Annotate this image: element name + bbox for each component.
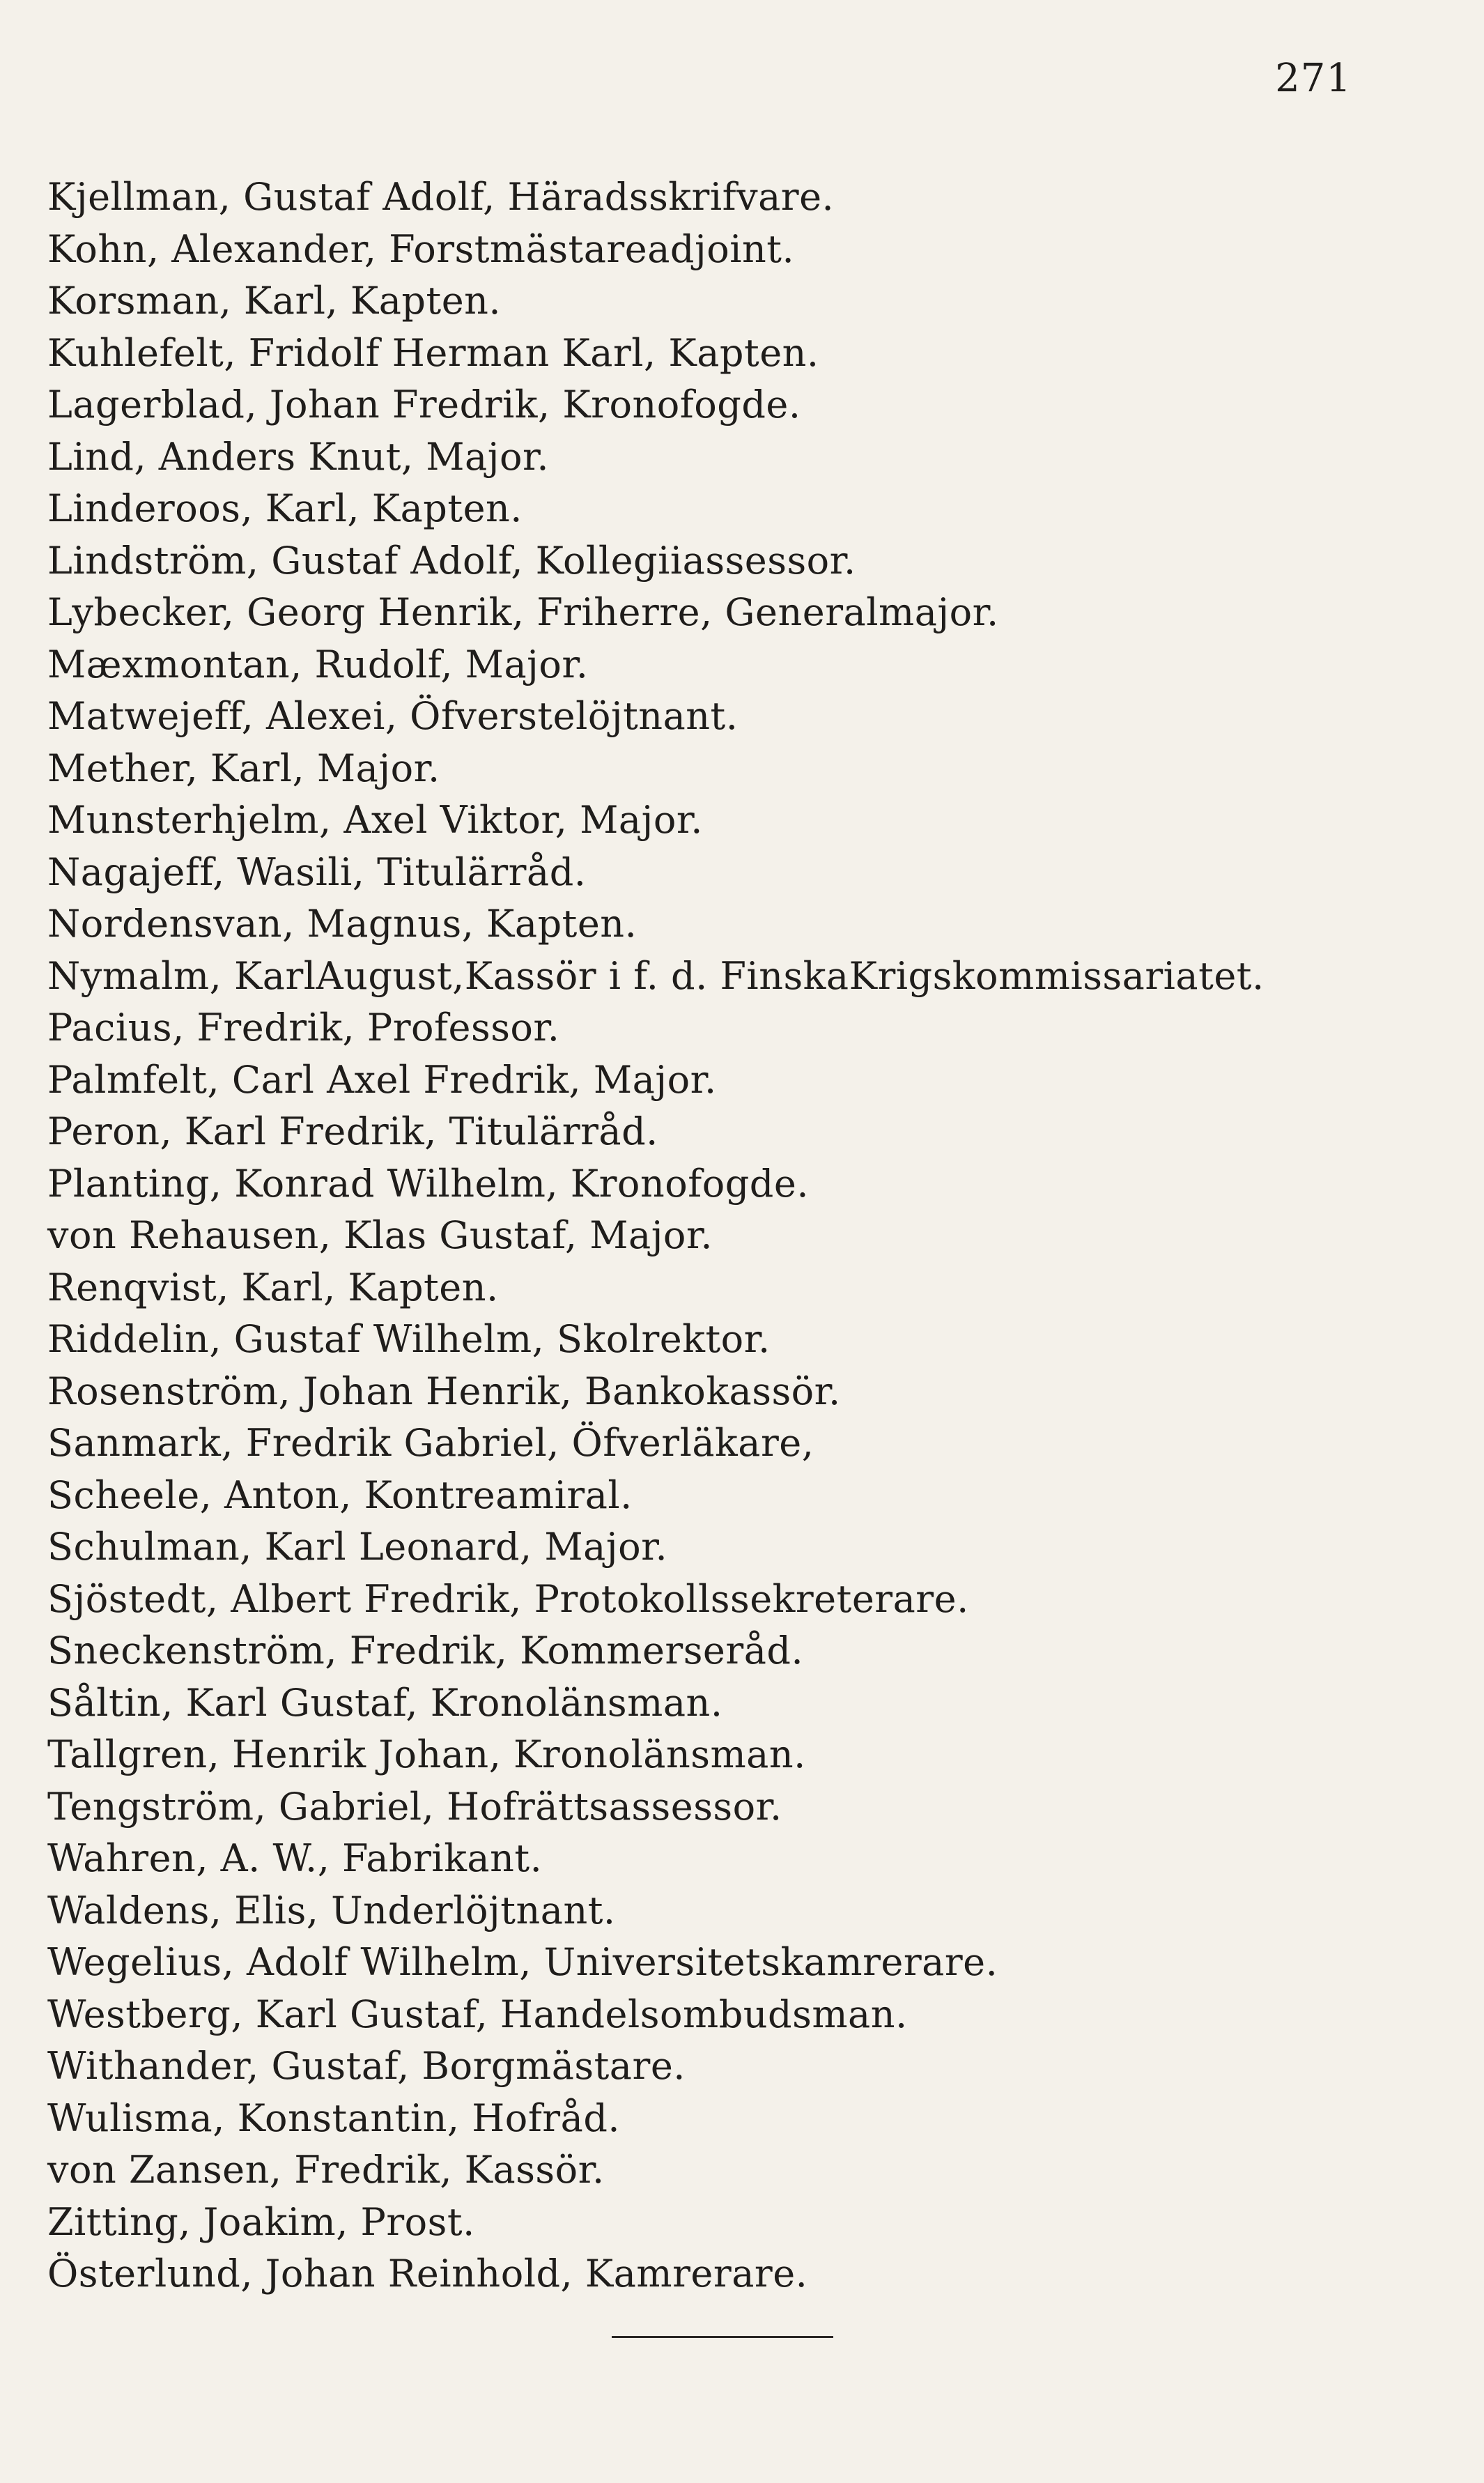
list-item: Matwejeff, Alexei, Öfverstelöjtnant.: [47, 694, 739, 738]
list-item: Sjöstedt, Albert Fredrik, Protokollssekreterare.: [47, 1576, 969, 1621]
list-item: Westberg, Karl Gustaf, Handelsombudsman.: [47, 1992, 908, 2036]
list-item: Kuhlefelt, Fridolf Herman Karl, Kapten.: [47, 330, 819, 375]
list-item: Lagerblad, Johan Fredrik, Kronofogde.: [47, 383, 801, 426]
list-item: Sanmark, Fredrik Gabriel, Öfverläkare,: [47, 1421, 814, 1465]
list-item: Wahren, A. W., Fabrikant.: [47, 1836, 543, 1880]
list-item: Planting, Konrad Wilhelm, Kronofogde.: [47, 1161, 809, 1206]
list-item: Kjellman, Gustaf Adolf, Häradsskrifvare.: [47, 175, 835, 219]
list-item: Nymalm, KarlAugust,Kassör i f. d. FinskaKrigskommissariatet.: [47, 953, 1265, 998]
list-item: Withander, Gustaf, Borgmästare.: [47, 2044, 686, 2088]
list-item: Wegelius, Adolf Wilhelm, Universitetskamrerare.: [47, 1940, 998, 1984]
list-item: Österlund, Johan Reinhold, Kamrerare.: [47, 2252, 808, 2296]
list-item: Rosenström, Johan Henrik, Bankokassör.: [47, 1369, 841, 1413]
list-item: Schulman, Karl Leonard, Major.: [47, 1525, 668, 1569]
list-item: von Rehausen, Klas Gustaf, Major.: [47, 1213, 713, 1257]
list-item: Lindström, Gustaf Adolf, Kollegiiassessor.: [47, 538, 856, 583]
list-item: Lybecker, Georg Henrik, Friherre, Generalmajor.: [47, 590, 999, 634]
list-item: von Zansen, Fredrik, Kassör.: [47, 2148, 605, 2192]
list-item: Munsterhjelm, Axel Viktor, Major.: [47, 798, 703, 842]
list-item: Tallgren, Henrik Johan, Kronolänsman.: [47, 1732, 806, 1776]
list-item: Korsman, Karl, Kapten.: [47, 279, 502, 323]
list-item: Mæxmontan, Rudolf, Major.: [47, 642, 589, 686]
list-item: Renqvist, Karl, Kapten.: [47, 1265, 499, 1309]
end-rule: [612, 2336, 833, 2338]
list-item: Wulisma, Konstantin, Hofråd.: [47, 2096, 621, 2140]
list-item: Kohn, Alexander, Forstmästareadjoint.: [47, 226, 795, 271]
list-item: Sneckenström, Fredrik, Kommerseråd.: [47, 1629, 804, 1673]
page-number: 271: [1275, 56, 1352, 101]
list-item: Nordensvan, Magnus, Kapten.: [47, 902, 637, 946]
list-item: Nagajeff, Wasili, Titulärråd.: [47, 850, 587, 894]
list-item: Riddelin, Gustaf Wilhelm, Skolrektor.: [47, 1317, 771, 1361]
list-item: Tengström, Gabriel, Hofrättsassessor.: [47, 1784, 782, 1829]
list-item: Linderoos, Karl, Kapten.: [47, 486, 523, 530]
list-item: Scheele, Anton, Kontreamiral.: [47, 1473, 633, 1517]
list-item: Zitting, Joakim, Prost.: [47, 2199, 475, 2244]
list-item: Pacius, Fredrik, Professor.: [47, 1006, 560, 1050]
list-item: Lind, Anders Knut, Major.: [47, 434, 550, 479]
list-item: Waldens, Elis, Underlöjtnant.: [47, 1888, 616, 1932]
list-item: Peron, Karl Fredrik, Titulärråd.: [47, 1109, 658, 1153]
list-item: Mether, Karl, Major.: [47, 746, 440, 790]
name-list: [47, 171, 1441, 2300]
list-item: Palmfelt, Carl Axel Fredrik, Major.: [47, 1057, 717, 1102]
list-item: Såltin, Karl Gustaf, Kronolänsman.: [47, 1680, 723, 1725]
